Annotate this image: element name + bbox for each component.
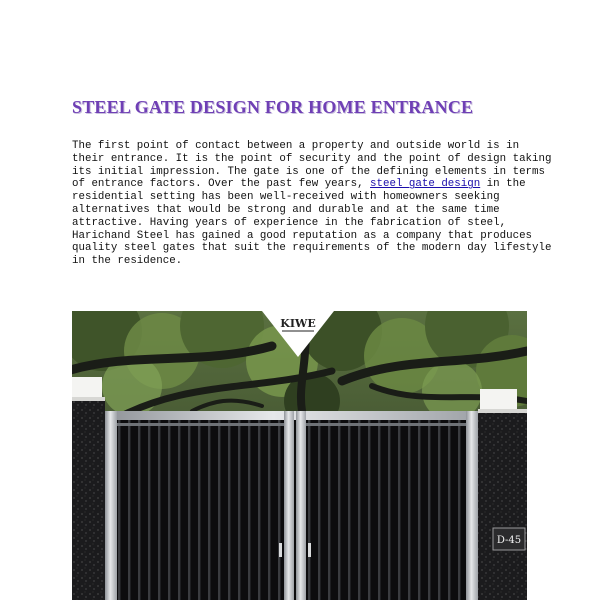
right-pillar: [478, 389, 527, 600]
paragraph-line: alternatives that would be strong and durable and at the same time: [72, 203, 500, 216]
steel-gate-photo: [72, 311, 527, 600]
gate-illustration: [72, 311, 527, 600]
left-pillar: [72, 377, 105, 600]
paragraph-line: their entrance. It is the point of security and the point of design taking: [72, 152, 552, 165]
paragraph-line: in the residence.: [72, 255, 183, 268]
page-title: STEEL GATE DESIGN FOR HOME ENTRANCE: [72, 97, 474, 117]
paragraph-line: its initial impression. The gate is one of the defining elements in terms: [72, 165, 545, 178]
paragraph-line: residential setting has been well-received with homeowners seeking: [72, 191, 500, 204]
intro-paragraph: [72, 140, 552, 268]
paragraph-line: quality steel gates that suit the requirements of the modern day lifestyle: [72, 242, 552, 255]
paragraph-line: Harichand Steel has gained a good reputation as a company that produces: [72, 229, 533, 242]
paragraph-line-with-link: [72, 178, 532, 191]
steel-gate: [105, 411, 478, 600]
paragraph-line: The first point of contact between a property and outside world is in: [72, 140, 520, 152]
paragraph-text: of entrance factors. Over the past few years,: [72, 178, 371, 191]
paragraph-line: attractive. Having years of experience in the fabrication of steel,: [72, 216, 507, 229]
brand-logo-text: KIWE: [280, 317, 316, 330]
paragraph-text: in the: [480, 178, 526, 191]
steel-gate-design-link[interactable]: steel gate design: [370, 178, 481, 191]
house-number-plate: D-45: [496, 535, 522, 546]
